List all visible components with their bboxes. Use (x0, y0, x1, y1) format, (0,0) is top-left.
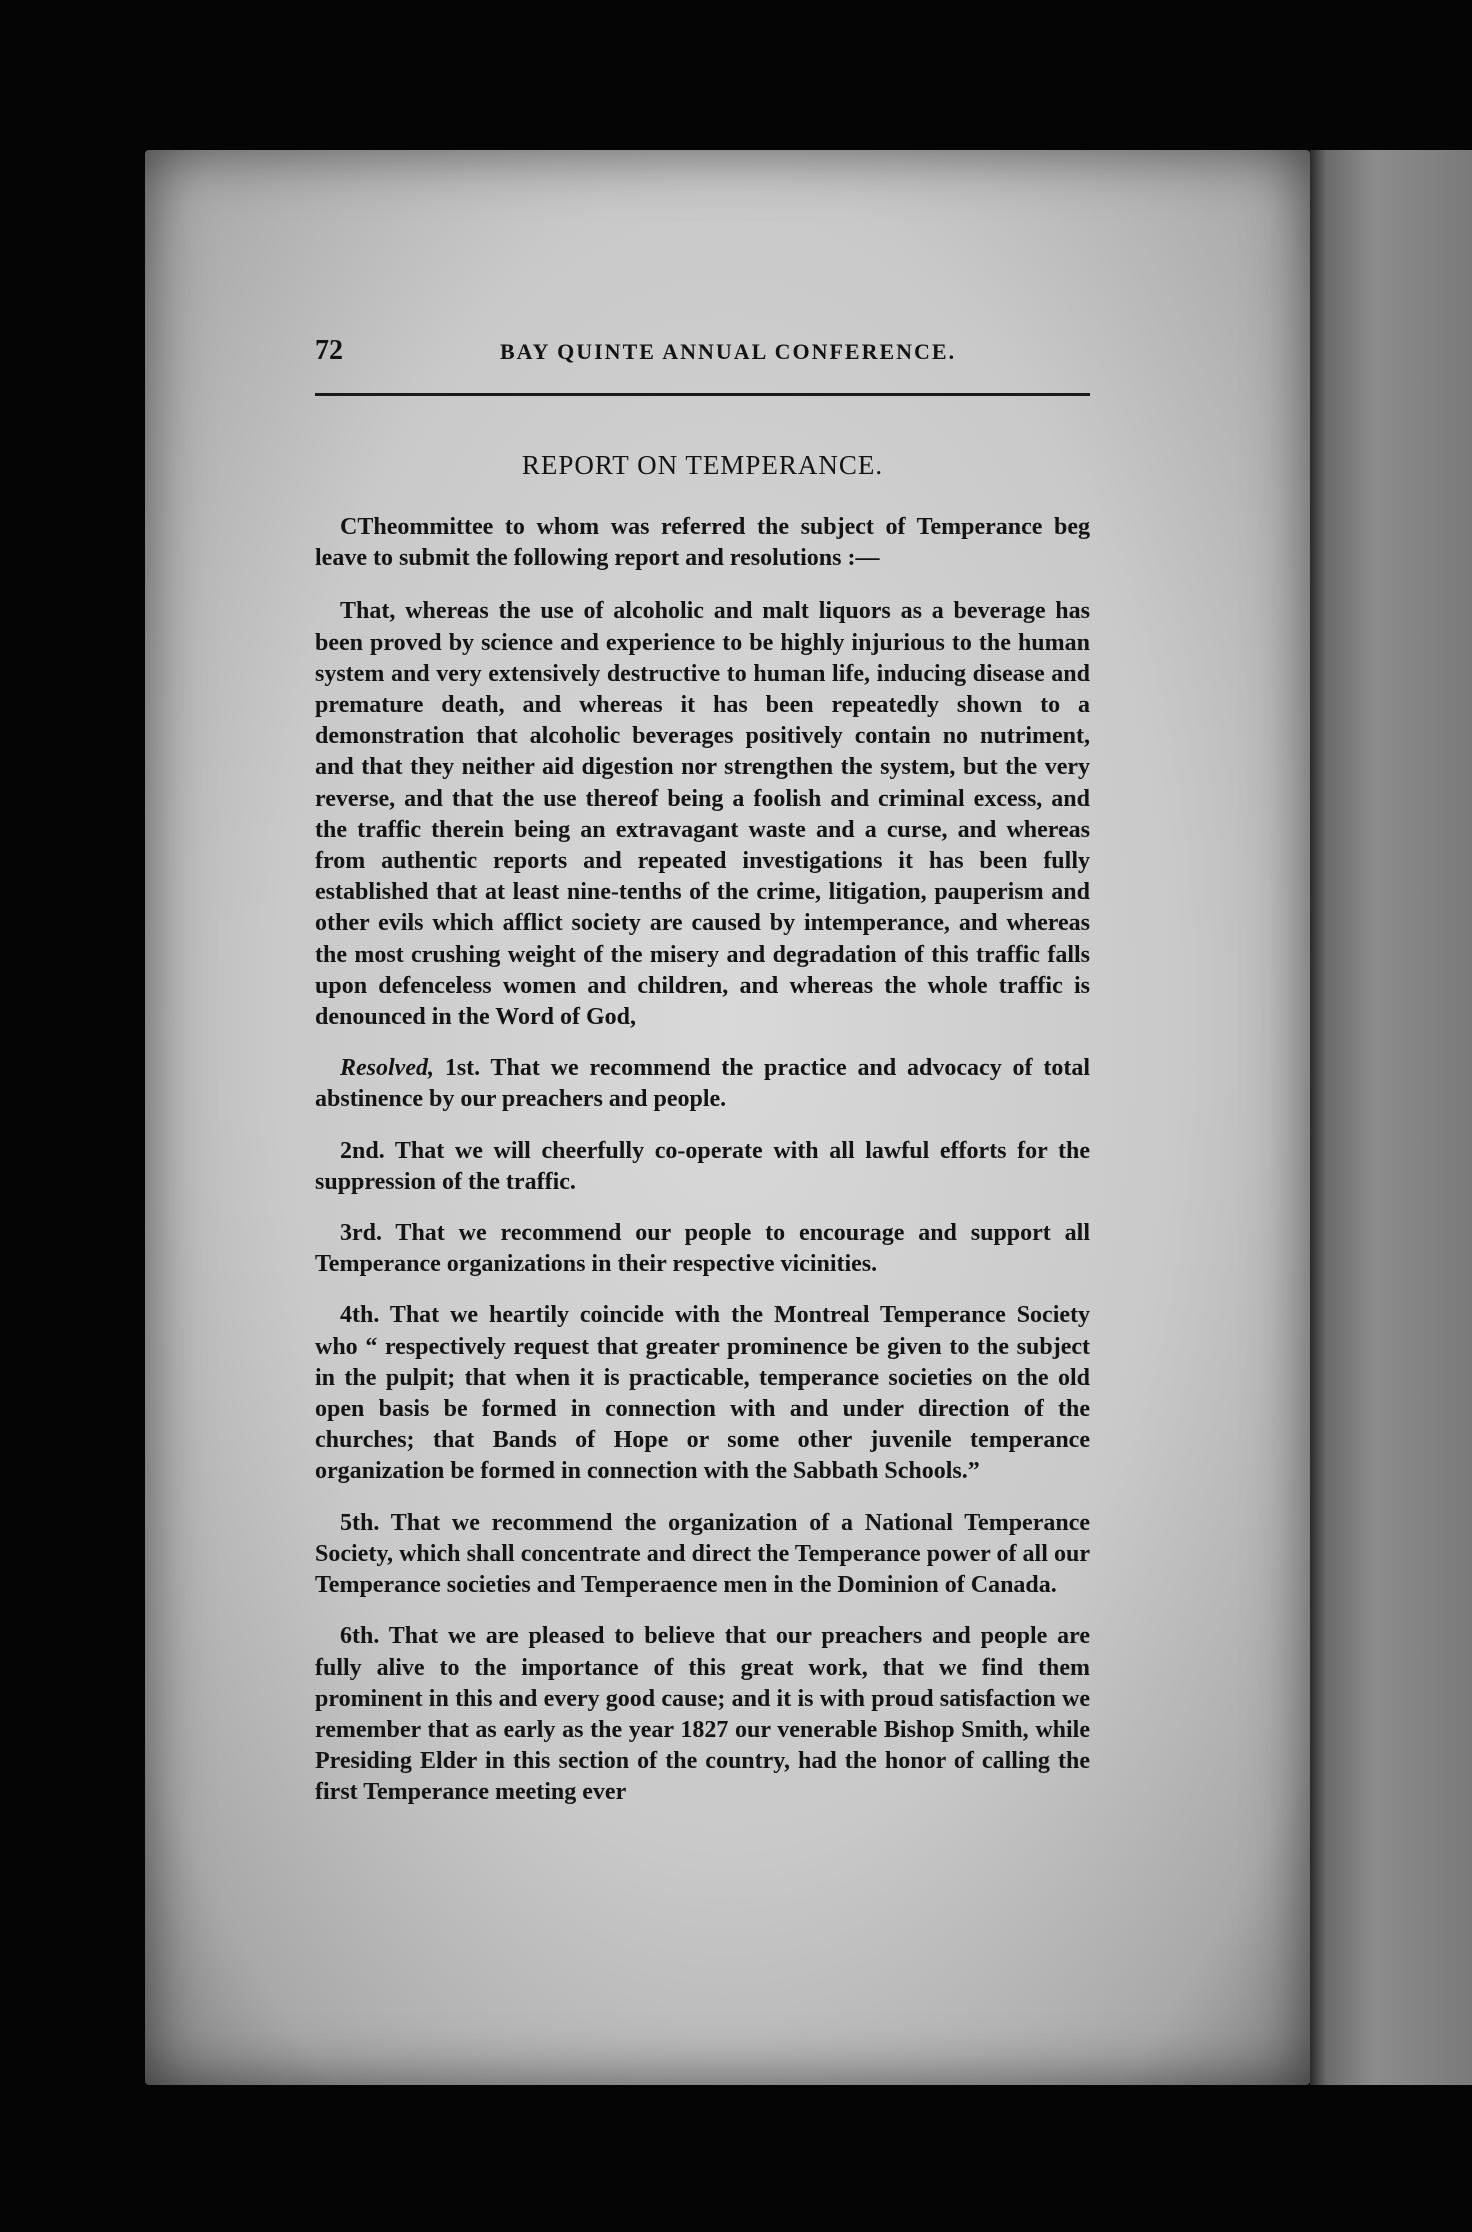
preamble-paragraph: That, whereas the use of alcoholic and malt liquors as a beverage has been proved by science and experience to be highly injurious to the human system and very extensively destructive to human life, inducing disease and premature death, and whereas it has been repeatedly shown to a demonstration that alcoholic beverages positively contain no nutriment, and that they neither aid digestion nor strengthen the system, but the very reverse, and that the use thereof being a foolish and criminal excess, and the traffic therein being an extravagant waste and a curse, and whereas from authentic reports and repeated investigations it has been fully established that at least nine-tenths of the crime, litigation, pauperism and other evils which afflict society are caused by intemperance, and whereas the most crushing weight of the misery and degradation of this traffic falls upon defenceless women and children, and whereas the whole traffic is denounced in the Word of God, (315, 598, 1090, 1031)
header-rule (315, 393, 1090, 396)
report-title: REPORT ON TEMPERANCE. (521, 450, 884, 480)
resolution-1-text: 1st. That we recommend the practice and advocacy of total abstinence by our preachers and people. (315, 1055, 1090, 1113)
facing-page-edge (1310, 150, 1472, 2085)
resolution-4-paragraph: 4th. That we heartily coincide with the Montreal Temperance Society who “ respectively request that greater prominence be given to the subject in the pulpit; that when it is practicable, temperance societies on the old open basis be formed in connection with and under direction of the churches; that Bands of Hope or some other juvenile temperance organization be formed in connection with the Sabbath Schools.” (315, 1302, 1090, 1485)
resolved-label: Resolved, (340, 1055, 434, 1082)
resolution-5-paragraph: 5th. That we recommend the organization of a National Temperance Society, which shall concentrate and direct the Temperance power of all our Temperance societies and Temperaence men in the Dominion of Canada. (315, 1509, 1090, 1599)
running-head (315, 335, 1275, 375)
resolution-3-paragraph: 3rd. That we recommend our people to encourage and support all Temperance organizations in their respective vicinities. (315, 1220, 1090, 1278)
resolution-6-paragraph: 6th. That we are pleased to believe that our preachers and people are fully alive to the importance of this great work, that we find them prominent in this and every good cause; and it is with proud satisfaction we remember that as early as the year 1827 our venerable Bishop Smith, while Presiding Elder in this section of the country, had the honor of calling the first Temperance meeting ever (315, 1623, 1090, 1806)
resolution-2-paragraph: 2nd. That we will cheerfully co-operate with all lawful efforts for the suppression of the traffic. (315, 1137, 1090, 1195)
intro-paragraph: CTheommittee to whom was referred the subject of Temperance beg leave to submit the following report and resolutions :— (315, 514, 1090, 572)
page-number: 72 (315, 335, 343, 366)
report-body (315, 512, 1090, 1829)
resolution-1-paragraph (315, 1053, 1090, 1115)
running-head-title: BAY QUINTE ANNUAL CONFERENCE. (500, 339, 957, 364)
book-page (145, 150, 1310, 2085)
